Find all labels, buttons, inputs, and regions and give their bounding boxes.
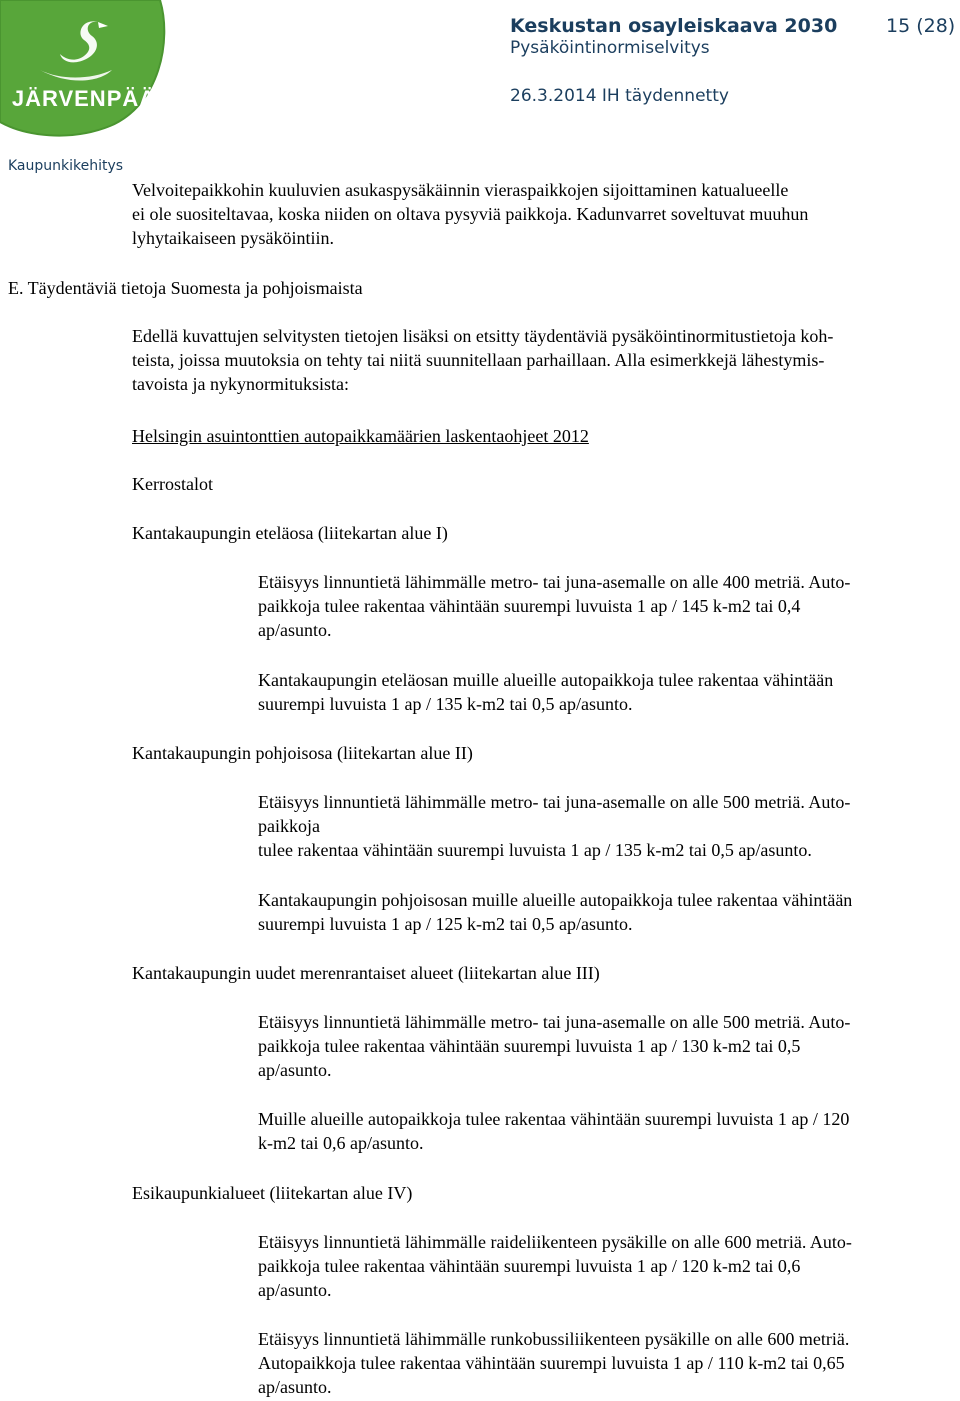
text-line: paikkoja tulee rakentaa vähintään suurempi luvuista 1 ap / 130 k-m2 tai 0,5 bbox=[258, 1036, 801, 1056]
text-line: paikkoja bbox=[258, 816, 320, 836]
area-2-paragraph-2 bbox=[258, 888, 852, 936]
text-line: suurempi luvuista 1 ap / 135 k-m2 tai 0,5 ap/asunto. bbox=[258, 694, 633, 714]
area-1-paragraph-1 bbox=[258, 570, 850, 642]
page-number: 15 (28) bbox=[886, 15, 956, 37]
intro-paragraph bbox=[132, 178, 808, 250]
text-line: ap/asunto. bbox=[258, 620, 332, 640]
area-3-paragraph-2 bbox=[258, 1107, 849, 1155]
area-2-paragraph-1 bbox=[258, 790, 850, 862]
revision-date: 26.3.2014 IH täydennetty bbox=[510, 86, 729, 106]
text-line: ap/asunto. bbox=[258, 1280, 332, 1300]
text-line: ap/asunto. bbox=[258, 1060, 332, 1080]
text-line: tavoista ja nykynormituksista: bbox=[132, 374, 349, 394]
text-line: Etäisyys linnuntietä lähimmälle metro- tai juna-asemalle on alle 500 metriä. Auto- bbox=[258, 1012, 851, 1032]
text-line: lyhytaikaiseen pysäköintiin. bbox=[132, 228, 334, 248]
text-line: Velvoitepaikkohin kuuluvien asukaspysäkäinnin vieraspaikkojen sijoittaminen katualueelle bbox=[132, 180, 789, 200]
section-paragraph bbox=[132, 324, 833, 396]
text-line: tulee rakentaa vähintään suurempi luvuista 1 ap / 135 k-m2 tai 0,5 ap/asunto. bbox=[258, 840, 812, 860]
text-line: ap/asunto. bbox=[258, 1377, 332, 1397]
helsinki-heading: Helsingin asuintonttien autopaikkamäärien laskentaohjeet 2012 bbox=[132, 426, 589, 446]
text-line: Kantakaupungin pohjoisosan muille alueille autopaikkoja tulee rakentaa vähintään bbox=[258, 890, 853, 910]
text-line: ei ole suositeltavaa, koska niiden on oltava pysyviä paikkoja. Kadunvarret soveltuvat muuhun bbox=[132, 204, 809, 224]
area-4-paragraph-1 bbox=[258, 1230, 852, 1302]
text-line: teista, joissa muutoksia on tehty tai niitä suunnitellaan parhaillaan. Alla esimerkkejä lähestymis- bbox=[132, 350, 825, 370]
area-1-paragraph-2 bbox=[258, 668, 833, 716]
area-3-paragraph-1 bbox=[258, 1010, 850, 1082]
area-4-paragraph-2 bbox=[258, 1327, 849, 1399]
text-line: Etäisyys linnuntietä lähimmälle metro- tai juna-asemalle on alle 400 metriä. Auto- bbox=[258, 572, 851, 592]
kerrostalot-heading: Kerrostalot bbox=[132, 474, 213, 494]
logo-wordmark: JÄRVENPÄÄ bbox=[11, 86, 157, 111]
section-heading: E. Täydentäviä tietoja Suomesta ja pohjoismaista bbox=[8, 278, 363, 298]
area-1-heading: Kantakaupungin eteläosa (liitekartan alue I) bbox=[132, 523, 448, 543]
text-line: suurempi luvuista 1 ap / 125 k-m2 tai 0,5 ap/asunto. bbox=[258, 914, 633, 934]
department-label: Kaupunkikehitys bbox=[8, 158, 124, 174]
jarvenpaa-logo bbox=[0, 0, 172, 140]
text-line: paikkoja tulee rakentaa vähintään suurempi luvuista 1 ap / 145 k-m2 tai 0,4 bbox=[258, 596, 801, 616]
text-line: Edellä kuvattujen selvitysten tietojen lisäksi on etsitty täydentäviä pysäköintinormitustietoja koh- bbox=[132, 326, 834, 346]
text-line: Etäisyys linnuntietä lähimmälle runkobussiliikenteen pysäkille on alle 600 metriä. bbox=[258, 1329, 850, 1349]
text-line: Muille alueille autopaikkoja tulee rakentaa vähintään suurempi luvuista 1 ap / 120 bbox=[258, 1109, 850, 1129]
document-subtitle: Pysäköintinormiselvitys bbox=[510, 38, 710, 58]
document-title: Keskustan osayleiskaava 2030 bbox=[510, 15, 838, 37]
area-2-heading: Kantakaupungin pohjoisosa (liitekartan alue II) bbox=[132, 743, 473, 763]
text-line: paikkoja tulee rakentaa vähintään suurempi luvuista 1 ap / 120 k-m2 tai 0,6 bbox=[258, 1256, 801, 1276]
text-line: Etäisyys linnuntietä lähimmälle raideliikenteen pysäkille on alle 600 metriä. Auto- bbox=[258, 1232, 852, 1252]
text-line: Autopaikkoja tulee rakentaa vähintään suurempi luvuista 1 ap / 110 k-m2 tai 0,65 bbox=[258, 1353, 845, 1373]
area-3-heading: Kantakaupungin uudet merenrantaiset alueet (liitekartan alue III) bbox=[132, 963, 600, 983]
area-4-heading: Esikaupunkialueet (liitekartan alue IV) bbox=[132, 1183, 413, 1203]
text-line: Kantakaupungin eteläosan muille alueille autopaikkoja tulee rakentaa vähintään bbox=[258, 670, 834, 690]
text-line: Etäisyys linnuntietä lähimmälle metro- tai juna-asemalle on alle 500 metriä. Auto- bbox=[258, 792, 851, 812]
text-line: k-m2 tai 0,6 ap/asunto. bbox=[258, 1133, 424, 1153]
